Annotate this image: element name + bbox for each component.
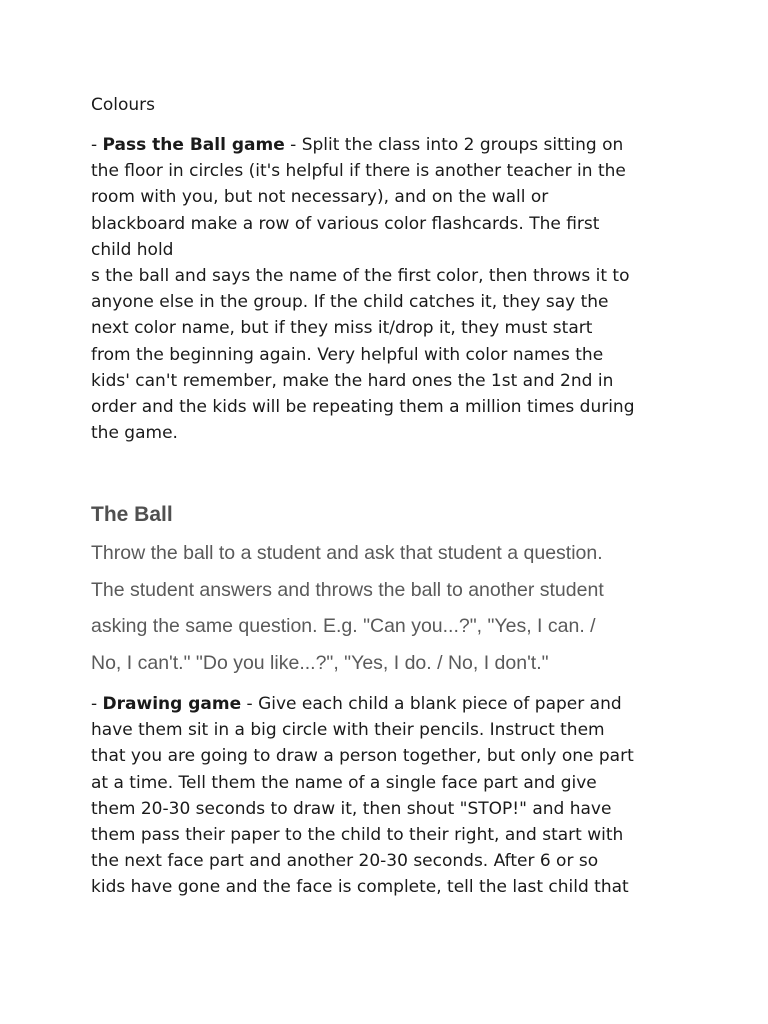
paragraph-line: next color name, but if they miss it/drop it, they must start — [91, 318, 593, 339]
paragraph-line: anyone else in the group. If the child catches it, they say the — [91, 292, 609, 313]
paragraph-line — [91, 691, 634, 717]
paragraph-line: at a time. Tell them the name of a single face part and give — [91, 772, 597, 793]
paragraph-line: the next face part and another 20-30 seconds. After 6 or so — [91, 851, 599, 872]
paragraph-line: order and the kids will be repeating them a million times during — [91, 397, 635, 418]
paragraph-line: asking the same question. E.g. "Can you...?", "Yes, I can. / — [91, 615, 596, 638]
paragraph-text: - Give each child a blank piece of paper and — [241, 694, 622, 714]
bullet-dash: - — [91, 135, 103, 155]
pass-the-ball-title: Pass the Ball game — [102, 135, 285, 155]
paragraph-line: child hold — [91, 239, 174, 260]
paragraph-line: the game. — [91, 423, 178, 444]
the-ball-paragraph — [91, 535, 604, 682]
paragraph-line: have them sit in a big circle with their pencils. Instruct them — [91, 720, 605, 741]
bullet-dash: - — [91, 694, 103, 714]
paragraph-line: Throw the ball to a student and ask that student a question. — [91, 542, 603, 564]
paragraph-line: kids' can't remember, make the hard ones the 1st and 2nd in — [91, 370, 614, 391]
colours-section-title: Colours — [91, 95, 156, 115]
paragraph-line: kids have gone and the face is complete, tell the last child that — [91, 877, 629, 898]
paragraph-line: blackboard make a row of various color flashcards. The first — [91, 213, 600, 234]
pass-the-ball-paragraph — [91, 132, 635, 446]
paragraph-text: - Split the class into 2 groups sitting on — [284, 135, 624, 155]
paragraph-line: them pass their paper to the child to their right, and start with — [91, 825, 624, 846]
drawing-game-title: Drawing game — [102, 694, 242, 714]
paragraph-line: The student answers and throws the ball to another student — [91, 578, 604, 601]
the-ball-heading: The Ball — [91, 503, 173, 526]
paragraph-line: No, I can't." "Do you like...?", "Yes, I do. / No, I don't." — [91, 652, 549, 675]
drawing-game-paragraph — [91, 691, 634, 901]
paragraph-line: the floor in circles (it's helpful if there is another teacher in the — [91, 161, 626, 182]
paragraph-line: s the ball and says the name of the first color, then throws it to — [91, 266, 630, 287]
paragraph-line: them 20-30 seconds to draw it, then shout "STOP!" and have — [91, 798, 612, 819]
paragraph-line — [91, 132, 635, 158]
paragraph-line: from the beginning again. Very helpful with color names the — [91, 344, 604, 365]
paragraph-line: that you are going to draw a person together, but only one part — [91, 746, 634, 767]
paragraph-line: room with you, but not necessary), and on the wall or — [91, 187, 549, 208]
